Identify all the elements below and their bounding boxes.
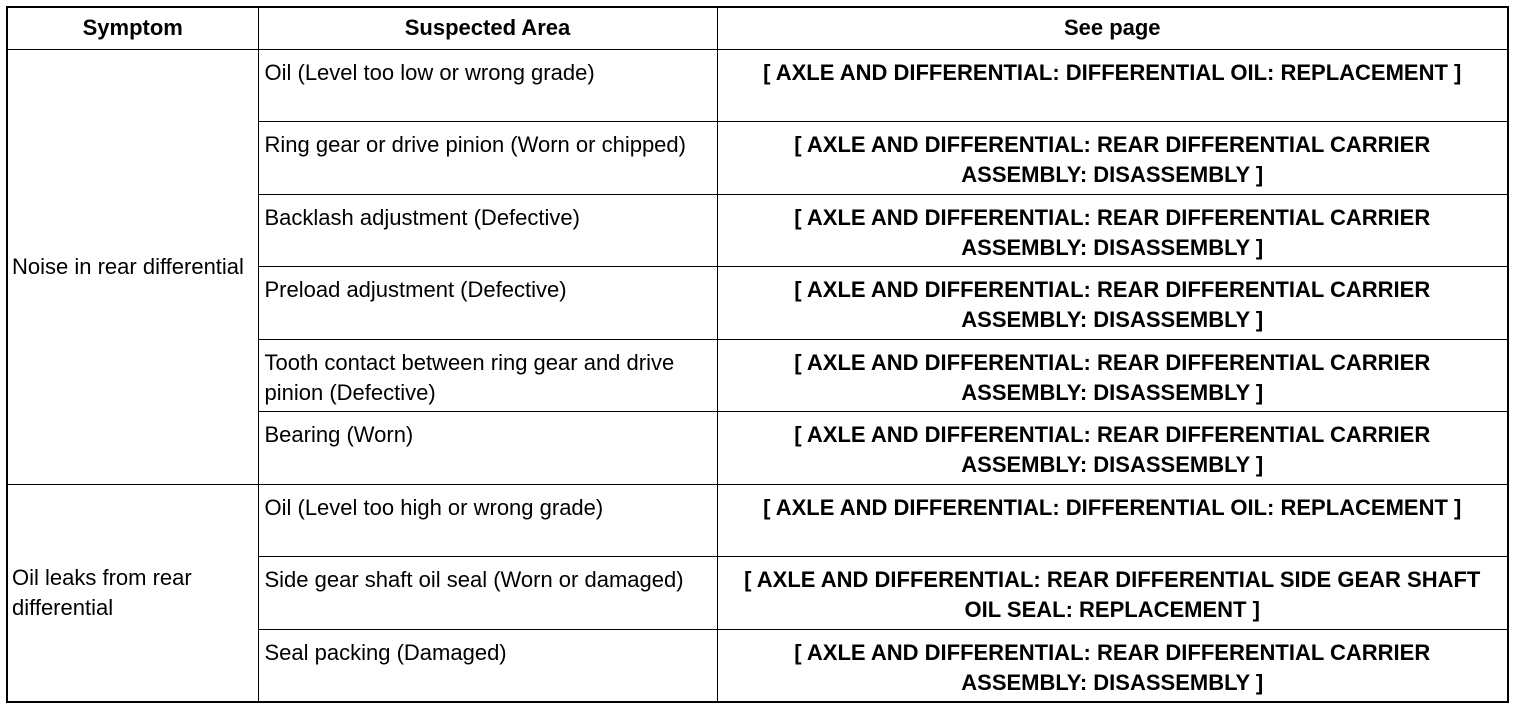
suspected-area-cell: Ring gear or drive pinion (Worn or chipped) bbox=[258, 122, 717, 195]
suspected-area-cell: Backlash adjustment (Defective) bbox=[258, 194, 717, 267]
suspected-area-cell: Preload adjustment (Defective) bbox=[258, 267, 717, 340]
see-page-link[interactable]: [ AXLE AND DIFFERENTIAL: REAR DIFFERENTIAL SIDE GEAR SHAFT OIL SEAL: REPLACEMENT ] bbox=[717, 557, 1508, 630]
see-page-link[interactable]: [ AXLE AND DIFFERENTIAL: REAR DIFFERENTIAL CARRIER ASSEMBLY: DISASSEMBLY ] bbox=[717, 629, 1508, 702]
see-page-link[interactable]: [ AXLE AND DIFFERENTIAL: REAR DIFFERENTIAL CARRIER ASSEMBLY: DISASSEMBLY ] bbox=[717, 412, 1508, 485]
table-row bbox=[7, 49, 1508, 122]
symptom-cell: Oil leaks from rear differential bbox=[7, 484, 258, 702]
suspected-area-cell: Seal packing (Damaged) bbox=[258, 629, 717, 702]
suspected-area-cell: Oil (Level too high or wrong grade) bbox=[258, 484, 717, 557]
suspected-area-cell: Side gear shaft oil seal (Worn or damaged) bbox=[258, 557, 717, 630]
see-page-link[interactable]: [ AXLE AND DIFFERENTIAL: DIFFERENTIAL OIL: REPLACEMENT ] bbox=[717, 49, 1508, 122]
see-page-link[interactable]: [ AXLE AND DIFFERENTIAL: REAR DIFFERENTIAL CARRIER ASSEMBLY: DISASSEMBLY ] bbox=[717, 267, 1508, 340]
troubleshooting-table-container bbox=[6, 6, 1509, 703]
suspected-area-cell: Tooth contact between ring gear and drive pinion (Defective) bbox=[258, 339, 717, 412]
table-row bbox=[7, 484, 1508, 557]
suspected-area-cell: Bearing (Worn) bbox=[258, 412, 717, 485]
header-see-page: See page bbox=[717, 7, 1508, 49]
see-page-link[interactable]: [ AXLE AND DIFFERENTIAL: REAR DIFFERENTIAL CARRIER ASSEMBLY: DISASSEMBLY ] bbox=[717, 194, 1508, 267]
see-page-link[interactable]: [ AXLE AND DIFFERENTIAL: REAR DIFFERENTIAL CARRIER ASSEMBLY: DISASSEMBLY ] bbox=[717, 122, 1508, 195]
suspected-area-cell: Oil (Level too low or wrong grade) bbox=[258, 49, 717, 122]
header-suspected-area: Suspected Area bbox=[258, 7, 717, 49]
header-row bbox=[7, 7, 1508, 49]
troubleshooting-table bbox=[6, 6, 1509, 703]
header-symptom: Symptom bbox=[7, 7, 258, 49]
symptom-cell: Noise in rear differential bbox=[7, 49, 258, 484]
see-page-link[interactable]: [ AXLE AND DIFFERENTIAL: DIFFERENTIAL OIL: REPLACEMENT ] bbox=[717, 484, 1508, 557]
see-page-link[interactable]: [ AXLE AND DIFFERENTIAL: REAR DIFFERENTIAL CARRIER ASSEMBLY: DISASSEMBLY ] bbox=[717, 339, 1508, 412]
